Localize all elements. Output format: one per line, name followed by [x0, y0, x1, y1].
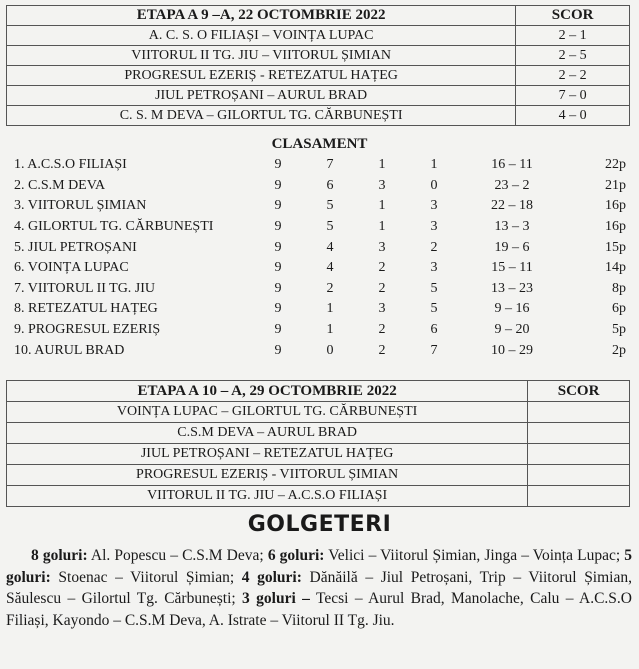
match-score: 7 – 0 [516, 86, 630, 106]
round9-header-row [7, 6, 630, 26]
standings-lost: 3 [430, 219, 438, 235]
standings-drawn: 2 [378, 260, 386, 276]
round10-match-row [7, 465, 630, 486]
standings-goals: 13 – 3 [494, 219, 530, 235]
fixture-score [528, 486, 630, 507]
standings-won: 4 [326, 260, 334, 276]
standings-goals: 19 – 6 [494, 239, 530, 255]
standings-row [14, 258, 626, 279]
standings-played: 9 [274, 260, 282, 276]
round9-match-row [7, 46, 630, 66]
standings-lost: 5 [430, 301, 438, 317]
round9-match-row [7, 66, 630, 86]
standings-team: 1. A.C.S.O FILIAȘI [14, 157, 127, 173]
standings-row [14, 279, 626, 300]
standings-drawn: 1 [378, 157, 386, 173]
standings-lost: 2 [430, 239, 438, 255]
standings-drawn: 1 [378, 198, 386, 214]
standings-won: 4 [326, 239, 334, 255]
fixture-name: JIUL PETROȘANI – RETEZATUL HAȚEG [7, 444, 528, 465]
scorers-group-names: Stoenac – Viitorul Șimian; [50, 568, 242, 586]
standings-lost: 7 [430, 342, 438, 358]
standings-won: 1 [326, 301, 334, 317]
standings-team: 3. VIITORUL ȘIMIAN [14, 198, 147, 214]
standings-row [14, 237, 626, 258]
standings-row [14, 217, 626, 238]
standings-won: 0 [326, 342, 334, 358]
standings-goals: 9 – 20 [494, 322, 530, 338]
match-name: C. S. M DEVA – GILORTUL TG. CĂRBUNEȘTI [7, 106, 516, 126]
standings-played: 9 [274, 239, 282, 255]
standings-won: 1 [326, 322, 334, 338]
standings-team: 4. GILORTUL TG. CĂRBUNEȘTI [14, 219, 214, 235]
round9-title: ETAPA A 9 –A, 22 OCTOMBRIE 2022 [7, 6, 516, 26]
round10-match-row [7, 423, 630, 444]
standings-played: 9 [274, 301, 282, 317]
standings-title: CLASAMENT [271, 136, 368, 152]
standings-points: 6p [612, 301, 626, 317]
standings-team: 9. PROGRESUL EZERIȘ [14, 322, 161, 338]
round10-fixtures-table [6, 380, 630, 507]
fixture-name: VIITORUL II TG. JIU – A.C.S.O FILIAȘI [7, 486, 528, 507]
scorers-group-label: 8 goluri: [31, 547, 88, 564]
match-name: JIUL PETROȘANI – AURUL BRAD [7, 86, 516, 106]
standings-row [14, 340, 626, 361]
standings-team: 2. C.S.M DEVA [14, 177, 106, 193]
match-name: PROGRESUL EZERIȘ - RETEZATUL HAȚEG [7, 66, 516, 86]
standings-played: 9 [274, 322, 282, 338]
standings-played: 9 [274, 342, 282, 358]
standings-points: 14p [605, 260, 626, 276]
match-name: A. C. S. O FILIAȘI – VOINȚA LUPAC [7, 26, 516, 46]
standings-goals: 16 – 11 [491, 157, 533, 173]
scorers-group-label: 6 goluri: [267, 547, 325, 564]
standings-lost: 0 [430, 177, 438, 193]
fixture-score [528, 465, 630, 486]
standings-team: 7. VIITORUL II TG. JIU [14, 280, 156, 296]
standings-goals: 9 – 16 [494, 301, 530, 317]
standings-points: 15p [605, 239, 626, 255]
scorers-group-label: 3 goluri – [242, 590, 310, 607]
standings-drawn: 2 [378, 342, 386, 358]
standings-played: 9 [274, 157, 282, 173]
match-score: 2 – 1 [516, 26, 630, 46]
fixture-score [528, 444, 630, 465]
scorers-group-names: Al. Popescu – C.S.M Deva; [87, 547, 268, 564]
match-name: VIITORUL II TG. JIU – VIITORUL ȘIMIAN [7, 46, 516, 66]
standings-won: 5 [326, 198, 334, 214]
standings-drawn: 2 [378, 280, 386, 296]
round10-header-row [7, 381, 630, 402]
standings-points: 2p [612, 342, 626, 358]
round9-match-row [7, 86, 630, 106]
round10-match-row [7, 444, 630, 465]
standings-lost: 6 [430, 322, 438, 338]
standings-points: 22p [605, 157, 626, 173]
standings-points: 21p [605, 177, 626, 193]
fixture-score [528, 423, 630, 444]
standings-drawn: 1 [378, 219, 386, 235]
standings-row [14, 320, 626, 341]
standings-team: 6. VOINȚA LUPAC [14, 260, 129, 276]
standings-drawn: 2 [378, 322, 386, 338]
standings-won: 2 [326, 280, 334, 296]
match-score: 2 – 5 [516, 46, 630, 66]
fixture-name: C.S.M DEVA – AURUL BRAD [7, 423, 528, 444]
standings-points: 16p [605, 198, 626, 214]
fixture-score [528, 402, 630, 423]
scorers-group-label: 4 goluri: [241, 568, 302, 586]
scorers-title: GOLGETERI [247, 512, 392, 537]
standings-drawn: 3 [378, 177, 386, 193]
standings-goals: 23 – 2 [494, 177, 530, 193]
standings-won: 7 [326, 157, 334, 173]
standings-played: 9 [274, 219, 282, 235]
standings-team: 5. JIUL PETROȘANI [14, 239, 137, 255]
scorers-group-names: Velici – Viitorul Șimian, Jinga – Voința Lupac; [324, 547, 625, 564]
standings-row [14, 155, 626, 176]
standings-team: 10. AURUL BRAD [14, 342, 125, 358]
scorers-group-names: Dănăilă – Jiul Petroșani, Trip – Viitorul Șimian, Săulescu – Gilortul Tg. Cărbunești; [6, 568, 632, 607]
standings-goals: 15 – 11 [491, 260, 533, 276]
scorers-paragraph [6, 545, 632, 631]
scorers-group-label: 5 goluri: [6, 547, 633, 586]
standings-lost: 1 [430, 157, 438, 173]
standings-drawn: 3 [378, 301, 386, 317]
standings-lost: 3 [430, 198, 438, 214]
standings-row [14, 176, 626, 197]
standings-won: 6 [326, 177, 334, 193]
standings-won: 5 [326, 219, 334, 235]
round10-score-header: SCOR [528, 381, 630, 402]
standings-row [14, 299, 626, 320]
round9-match-row [7, 26, 630, 46]
standings-goals: 22 – 18 [491, 198, 533, 214]
round10-match-row [7, 402, 630, 423]
standings-points: 5p [612, 322, 626, 338]
standings-points: 8p [612, 280, 626, 296]
match-score: 4 – 0 [516, 106, 630, 126]
standings-drawn: 3 [378, 239, 386, 255]
scorers-group-names: Tecsi – Aurul Brad, Manolache, Calu – A.C.S.O Filiași, Kayondo – C.S.M Deva, A. Istrate – Viitorul II Tg. Jiu. [6, 590, 632, 629]
fixture-name: PROGRESUL EZERIȘ - VIITORUL ȘIMIAN [7, 465, 528, 486]
standings-goals: 10 – 29 [491, 342, 533, 358]
round9-results-table [6, 5, 630, 126]
standings-row [14, 196, 626, 217]
standings-goals: 13 – 23 [491, 280, 533, 296]
standings-played: 9 [274, 177, 282, 193]
standings-lost: 5 [430, 280, 438, 296]
standings-points: 16p [605, 219, 626, 235]
round10-match-row [7, 486, 630, 507]
standings-team: 8. RETEZATUL HAȚEG [14, 301, 158, 317]
standings-table [14, 155, 626, 361]
round10-title: ETAPA A 10 – A, 29 OCTOMBRIE 2022 [7, 381, 528, 402]
fixture-name: VOINȚA LUPAC – GILORTUL TG. CĂRBUNEȘTI [7, 402, 528, 423]
round9-score-header: SCOR [516, 6, 630, 26]
round9-match-row [7, 106, 630, 126]
standings-played: 9 [274, 198, 282, 214]
standings-lost: 3 [430, 260, 438, 276]
standings-played: 9 [274, 280, 282, 296]
match-score: 2 – 2 [516, 66, 630, 86]
